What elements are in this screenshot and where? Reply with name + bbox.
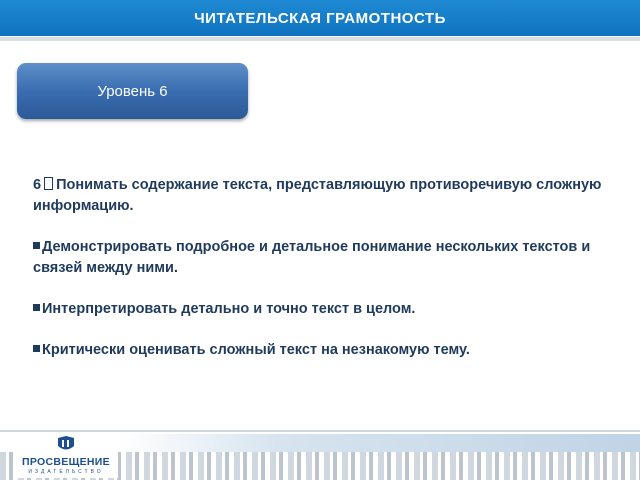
footer-wave-decoration [120,434,640,452]
level-button-label: Уровень 6 [97,82,168,100]
bullet-icon [33,345,40,352]
logo-subtitle: ИЗДАТЕЛЬСТВО [28,469,104,475]
bullet-text: Критически оценивать сложный текст на незнакомую тему. [42,342,470,358]
level-button[interactable] [17,63,248,119]
header-divider [0,37,640,41]
bullet-text: Демонстрировать подробное и детальное понимание нескольких текстов и связей между ними. [33,239,591,276]
publisher-logo [14,436,118,478]
slide-title: ЧИТАТЕЛЬСКАЯ ГРАМОТНОСТЬ [194,9,446,27]
footer-divider [0,430,640,432]
bullet-item [33,299,603,320]
intro-text: Понимать содержание текста, представляющую противоречивую сложную информацию. [33,177,602,214]
slide-header [0,0,640,36]
bullet-text: Интерпретировать детально и точно текст в целом. [42,301,416,317]
footer-band [0,430,640,480]
missing-glyph-icon [44,177,53,190]
bullet-item [33,237,603,279]
bullet-icon [33,304,40,311]
bullet-icon [33,242,40,249]
publisher-emblem-icon [56,436,76,453]
intro-number: 6 [33,177,42,193]
bullet-item [33,340,603,361]
intro-paragraph [33,175,603,217]
content-block [33,175,603,381]
logo-name: ПРОСВЕЩЕНИЕ [22,456,110,468]
